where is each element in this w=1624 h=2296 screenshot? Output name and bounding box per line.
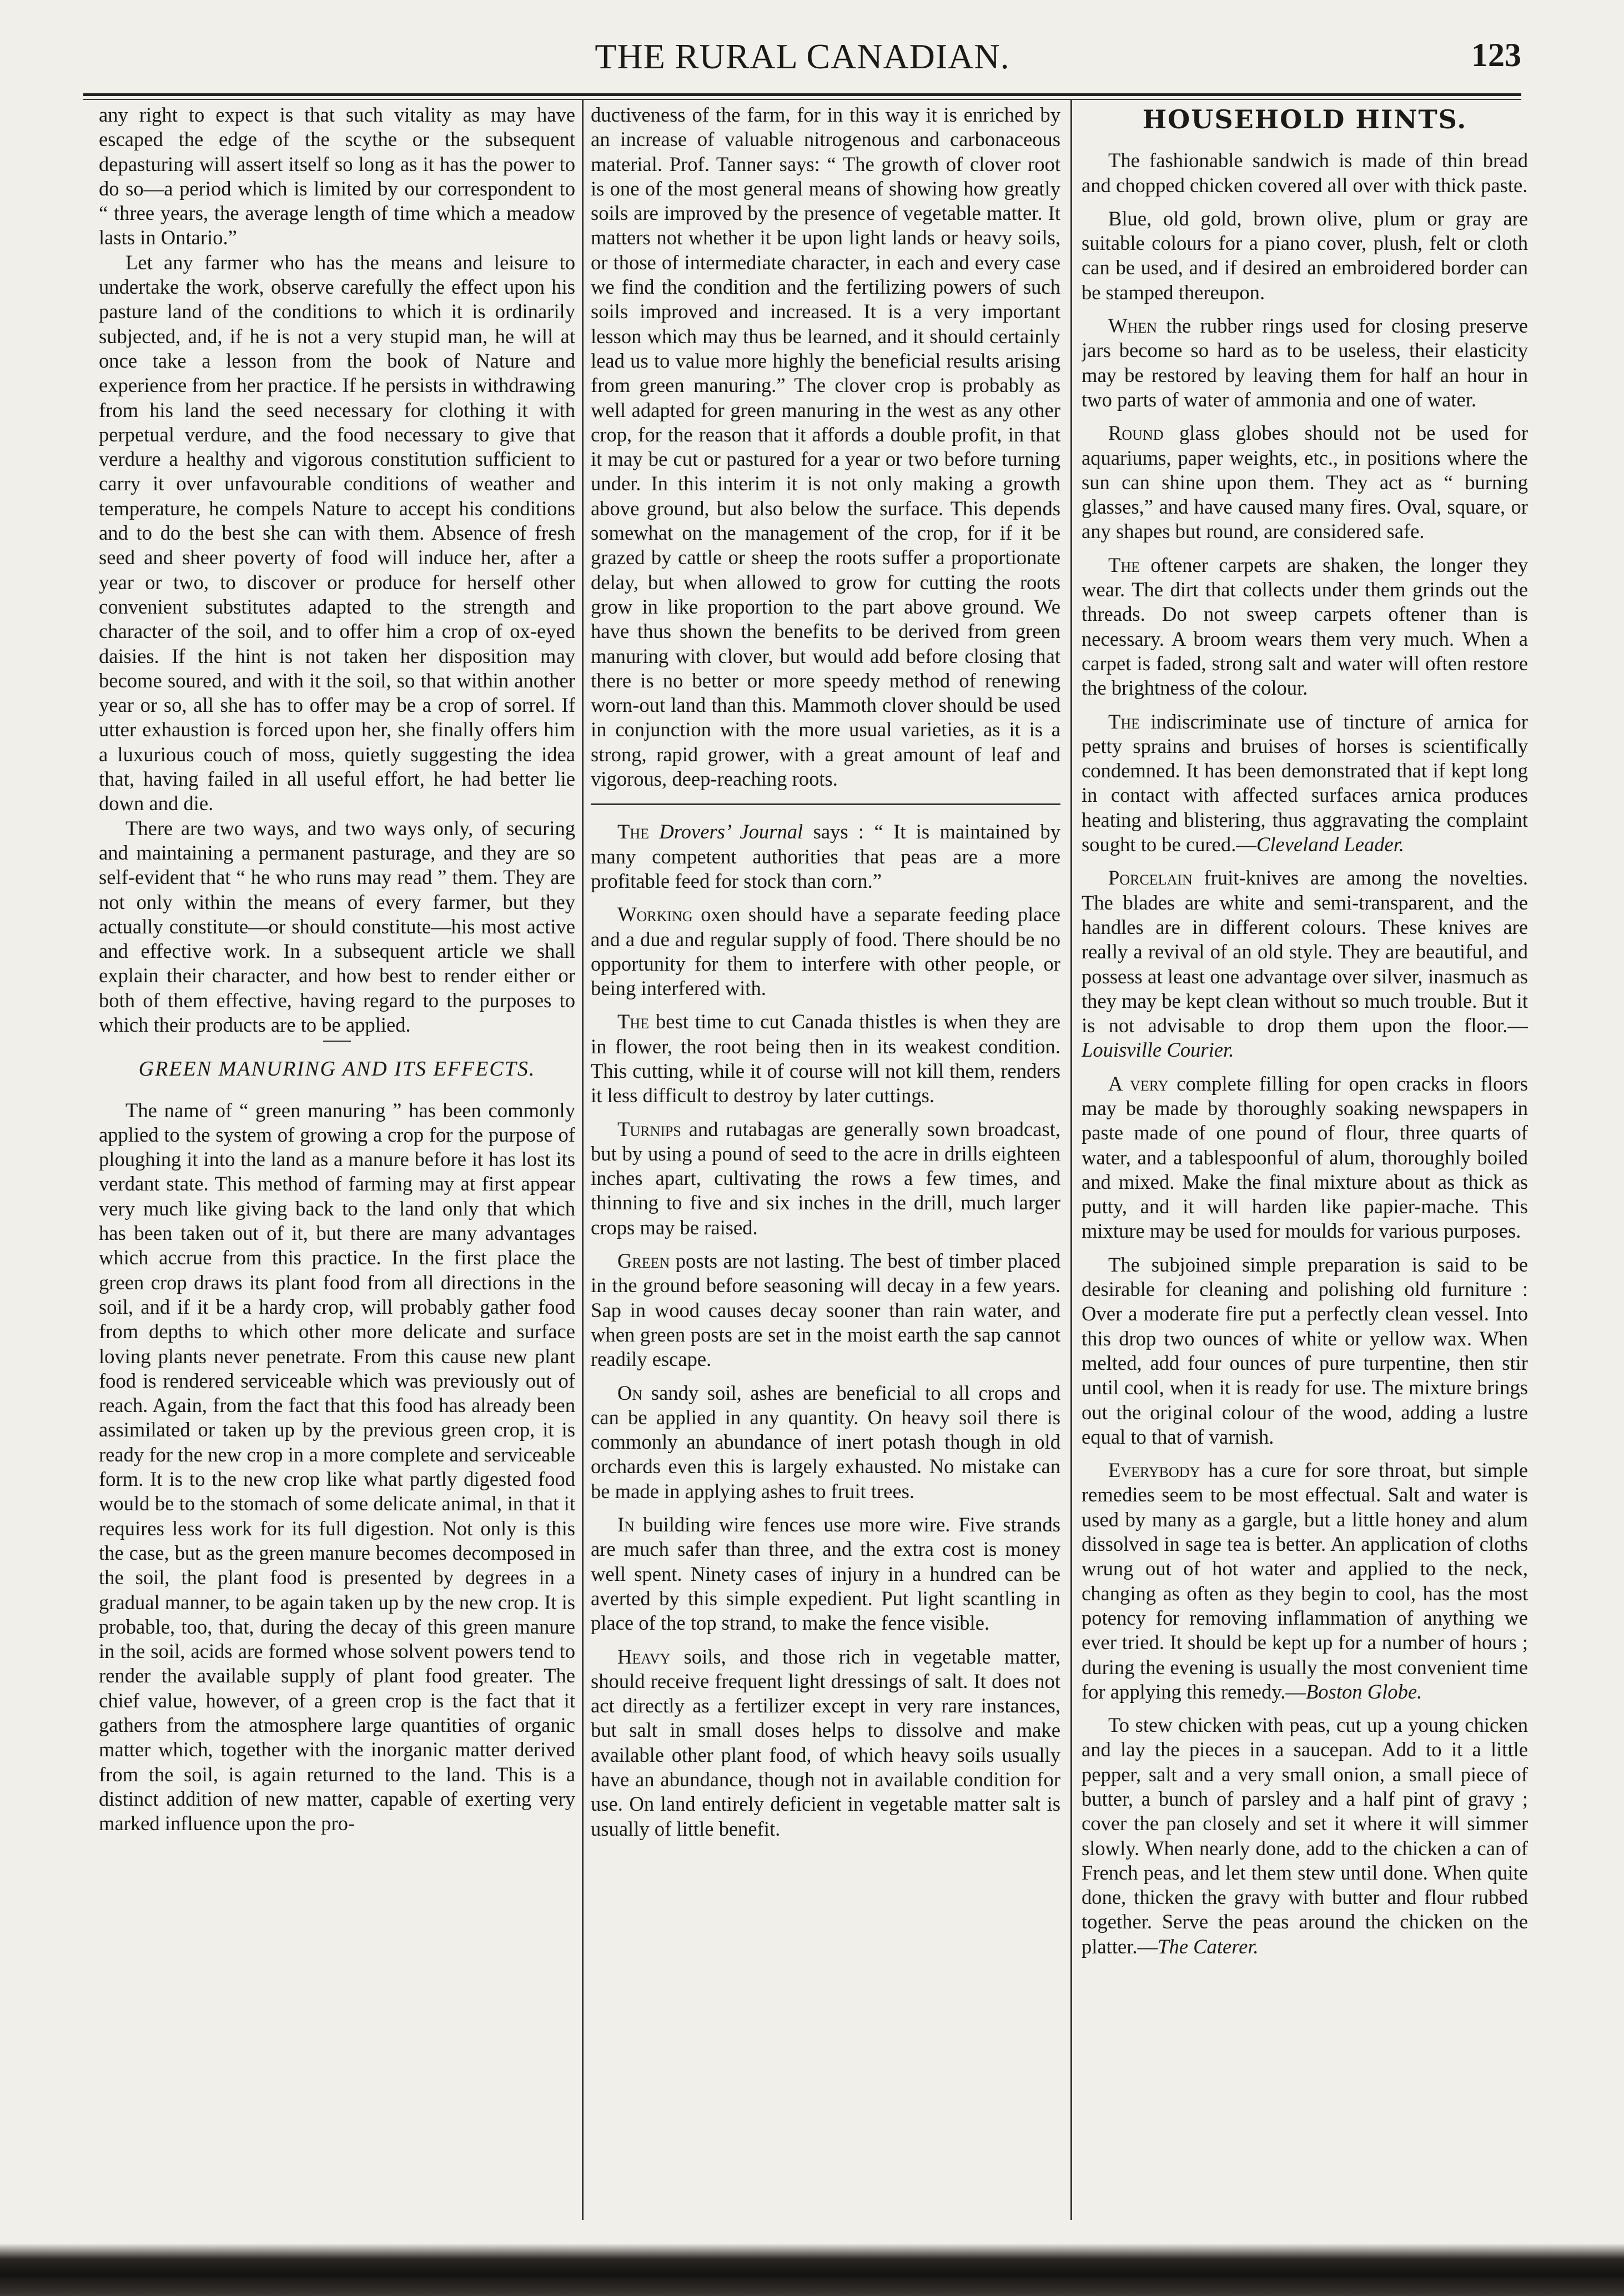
paragraph: There are two ways, and two ways only, of securing and maintaining a permanent pasturage, and they are so self-evident that “ he who runs may read ” them. They are not only within the means of every farmer, but they actually constitute—or should constitute—his most active and effective work. In a subsequent article we shall explain their character, and how best to render either or both of them effective, having regard to the purposes to which their products are to be applied. xyxy=(99,816,575,1036)
paragraph xyxy=(1082,710,1528,857)
paragraph xyxy=(591,1249,1060,1371)
header-rule-thin xyxy=(83,99,1521,100)
paragraph-text: the rubber rings used for closing preserve jars become so hard as to be useless, their elasticity may be restored by leaving them for half an hour in two parts of water of ammonia and one of water. xyxy=(1082,314,1528,411)
source-credit: Louisville Courier. xyxy=(1082,1038,1234,1062)
paragraph xyxy=(591,1117,1060,1240)
paragraph xyxy=(1082,1713,1528,1959)
paragraph: ductiveness of the farm, for in this way it is enriched by an increase of valuable nitrogenous and carbonaceous material. Prof. Tanner says: “ The growth of clover root is one of the most general means of showing how greatly soils are improved by the presence of vegetable matter. It matters not whether it be upon light lands or heavy soils, or those of intermediate character, in each and every case we find the condition and the fertilizing powers of such soils improved and increased. It is a very important lesson which may thus be learned, and it should certainly lead us to value more highly the beneficial results arising from green manuring.” The clover crop is probably as well adapted for green manuring in the west as any other crop, for the reason that it affords a double profit, in that it may be cut or pastured for a year or two before turning under. In this interim it is not only making a growth above ground, but also below the surface. This depends somewhat on the management of the crop, for if it be grazed by cattle or sheep the roots suffer a proportionate delay, but when allowed to grow for cutting the roots grow in like proportion to the part above ground. We have thus shown the benefits to be derived from green manuring with clover, but would add before closing that there is no better or more speedy method of renewing worn-out land than this. Mammoth clover should be used in conjunction with the more usual varieties, as it is a strong, rapid grower, with a great amount of leaf and vigorous, deep-reaching roots. xyxy=(591,103,1060,791)
paragraph-text: To stew chicken with peas, cut up a young chicken and lay the pieces in a saucepan. Add to it a little pepper, salt and a very small onion, a small piece of butter, a bunch of parsley and a half pint of gravy ; cover the pan closely and set it where it will simmer slowly. When nearly done, add to the chicken a can of French peas, and let them stew until done. When quite done, thicken the gravy with butter and flour rubbed together. Serve the peas around the chicken on the platter.— xyxy=(1082,1714,1528,1958)
paragraph xyxy=(1082,1458,1528,1704)
source-credit: The Caterer. xyxy=(1158,1935,1259,1958)
column-3 xyxy=(1082,103,1528,2213)
article-heading: GREEN MANURING AND ITS EFFECTS. xyxy=(138,1057,536,1081)
column-2 xyxy=(591,103,1060,2213)
paragraph-text: posts are not lasting. The best of timber placed in the ground before seasoning will decay in a few years. Sap in wood causes decay sooner than rain water, and when green posts are set in the moist earth the sap cannot readily escape. xyxy=(591,1249,1060,1371)
divider xyxy=(591,803,1060,805)
lead-word: The xyxy=(1108,553,1140,576)
paragraph-text: soils, and those rich in vegetable matter, should receive frequent light dressings of salt. It does not act directly as a fertilizer except in very rare instances, but salt in small doses helps to dissolve and make available other plant food, of which heavy soils usually have an abundance, though not in available condition for use. On land entirely deficient in vegetable matter salt is usually of little benefit. xyxy=(591,1645,1060,1840)
page-header xyxy=(83,36,1521,86)
column-1 xyxy=(99,103,575,2213)
paragraph-text: fruit-knives are among the novelties. The blades are white and semi-transparent, and the handles are in different colours. These knives are really a revival of an old style. They are beautiful, and possess at least one advantage over silver, inasmuch as they may be kept clean without so much trouble. But it is not advisable to drop them upon the floor.— xyxy=(1082,866,1528,1037)
lead-word: The xyxy=(617,1010,650,1033)
header-rule xyxy=(83,93,1521,96)
paragraph xyxy=(591,902,1060,1001)
source-credit: Boston Globe. xyxy=(1305,1680,1422,1703)
lead-word: Round xyxy=(1108,421,1164,445)
paragraph-text: best time to cut Canada thistles is when they are in flower, the root being then in its weakest condition. This cutting, while it of course will not kill them, renders it less difficult to destroy by later cuttings. xyxy=(591,1010,1060,1107)
paragraph xyxy=(591,1513,1060,1635)
paragraph: The fashionable sandwich is made of thin bread and chopped chicken covered all over with thick paste. xyxy=(1082,149,1528,197)
paragraph-text: oxen should have a separate feeding place and a due and regular supply of food. There should be no opportunity for them to interfere with other people, or being interfered with. xyxy=(591,903,1060,1000)
masthead: THE RURAL CANADIAN. xyxy=(595,37,1010,76)
paragraph: any right to expect is that such vitality as may have escaped the edge of the scythe or the subsequent depasturing will assert itself so long as it has the power to do so—a period which is limited by our correspondent to “ three years, the average length of time which a meadow lasts in Ontario.” xyxy=(99,103,575,249)
paragraph-text: oftener carpets are shaken, the longer they wear. The dirt that collects under them grinds out the threads. Do not sweep carpets oftener than is necessary. A broom wears them very much. When a carpet is faded, strong salt and water will often restore the brightness of the colour. xyxy=(1082,553,1528,700)
lead-word: Working xyxy=(617,903,693,926)
source-credit: Cleveland Leader. xyxy=(1256,833,1405,856)
paragraph: The name of “ green manuring ” has been commonly applied to the system of growing a crop for the purpose of ploughing it into the land as a manure before it has lost its verdant state. This method of farming may at first appear very much like giving back to the land only that which has been taken out of it, but there are many advantages which accrue from this practice. In the first place the green crop draws its plant food from all directions in the soil, and if it be a hardy crop, will probably gather food from depths to which other more delicate and surface loving plants never penetrate. From this cause new plant food is rendered serviceable which was previously out of reach. Again, from the fact that this food has already been assimilated or taken up by the previous green crop, it is ready for the new crop in a more complete and serviceable form. It is to the new crop like what partly digested food would be to the stomach of some delicate animal, in that it requires less work for its full digestion. Not only is this the case, but as the green manure becomes decomposed in the soil, the plant food is presented by degrees in a gradual manner, to be again taken up by the new crop. It is probable, too, that, during the decay of this green manure in the soil, acids are formed whose solvent powers tend to render the available supply of plant food greater. The chief value, however, of a green crop is the fact that it gathers from the atmosphere large quantities of organic matter which, together with the inorganic matter derived from the soil, is again returned to the land. This is a distinct addition of new matter, capable of exerting very marked influence upon the pro- xyxy=(99,1098,575,1835)
paragraph-text: indiscriminate use of tincture of arnica for petty sprains and bruises of horses is scientifically condemned. It has been demonstrated that if kept long in contact with affected surfaces arnica produces heating and blistering, thus aggravating the complaint sought to be cured.— xyxy=(1082,710,1528,856)
lead-word: Porcelain xyxy=(1108,866,1193,890)
paragraph xyxy=(591,1009,1060,1108)
paragraph-text: complete filling for open cracks in floors may be made by thoroughly soaking newspapers in paste made of one pound of flour, three quarts of water, and a tablespoonful of alum, thoroughly boiled and mixed. Make the final mixture about as thick as putty, and it will harden like papier-mache. This mixture may be used for moulds for various purposes. xyxy=(1082,1072,1528,1243)
paragraph xyxy=(1082,421,1528,544)
paragraph xyxy=(1082,553,1528,701)
paragraph xyxy=(591,820,1060,893)
scan-edge-band xyxy=(0,2243,1624,2296)
divider xyxy=(323,1041,351,1042)
page-number: 123 xyxy=(1471,37,1521,73)
lead-word: On xyxy=(617,1381,643,1404)
lead-word: Heavy xyxy=(617,1645,671,1668)
lead-word: Everybody xyxy=(1108,1459,1200,1482)
column-divider xyxy=(1070,99,1072,2220)
paragraph: The subjoined simple preparation is said to be desirable for cleaning and polishing old furniture : Over a moderate fire put a perfectly clean vessel. Into this drop two ounces of white or yellow wax. When melted, add four ounces of pure turpentine, then stir until cool, when it is ready for use. The mixture brings out the original colour of the wood, adding a lustre equal to that of varnish. xyxy=(1082,1253,1528,1448)
paragraph-text: and rutabagas are generally sown broadcast, but by using a pound of seed to the acre in drills eighteen inches apart, cultivating the rows a few times, and thinning to five and six inches in the drill, much larger crops may be raised. xyxy=(591,1117,1060,1239)
paragraph-text: has a cure for sore throat, but simple remedies seem to be most effectual. Salt and water is used by many as a gargle, but a little honey and alum dissolved in sage tea is better. An application of cloths wrung out of hot water and applied to the neck, changing as often as they begin to cool, has the most potency for removing inflammation of anything we ever tried. It should be kept up for a number of hours ; during the evening is usually the most convenient time for applying this remedy.— xyxy=(1082,1459,1528,1703)
lead-word: The xyxy=(1108,710,1140,733)
lead-word: When xyxy=(1108,314,1157,338)
paragraph xyxy=(591,1645,1060,1841)
paragraph xyxy=(1082,314,1528,412)
lead-word: The xyxy=(617,820,650,843)
paragraph xyxy=(1082,1072,1528,1244)
paragraph-text: says : “ It is maintained by many competent authorities that peas are a more profitable feed for stock than corn.” xyxy=(591,820,1060,892)
paragraph-text: building wire fences use more wire. Five strands are much safer than three, and the extra cost is money well spent. Ninety cases of injury in a hundred can be averted by this simple expedient. Put light scantling in place of the top strand, to make the fence visible. xyxy=(591,1513,1060,1635)
paragraph-text: sandy soil, ashes are beneficial to all crops and can be applied in any quantity. On heavy soil there is commonly an abundance of inert potash though in old orchards even this is largely exhausted. No mistake can be made in applying ashes to fruit trees. xyxy=(591,1381,1060,1503)
publication-title: Drovers’ Journal xyxy=(659,820,803,843)
lead-word: Turnips xyxy=(617,1117,681,1141)
paragraph-text: glass globes should not be used for aquariums, paper weights, etc., in positions where the sun can shine upon them. They act as “ burning glasses,” and have caused many fires. Oval, square, or any shapes but round, are considered safe. xyxy=(1082,421,1528,543)
paragraph xyxy=(1082,866,1528,1062)
lead-word: Green xyxy=(617,1249,670,1273)
lead-word: A very xyxy=(1108,1072,1169,1095)
paragraph xyxy=(591,1381,1060,1504)
lead-word: In xyxy=(617,1513,635,1536)
column-divider xyxy=(582,99,584,2220)
section-heading: HOUSEHOLD HINTS. xyxy=(1142,104,1467,134)
paragraph: Blue, old gold, brown olive, plum or gray are suitable colours for a piano cover, plush, felt or cloth can be used, and if desired an embroidered border can be stamped thereupon. xyxy=(1082,207,1528,304)
paragraph: Let any farmer who has the means and leisure to undertake the work, observe carefully the effect upon his pasture land of the conditions to which it is ordinarily subjected, and, if he is not a very stupid man, he will at once take a lesson from the book of Nature and experience from her practice. If he persists in withdrawing from his land the seed necessary for clothing it with perpetual verdure, and the food necessary to give that verdure a healthy and vigorous constitution sufficient to carry it over unfavourable conditions of weather and temperature, he compels Nature to accept his conditions and to do the best she can with them. Absence of fresh seed and sheer poverty of food will induce her, after a year or two, to discover or produce for herself other convenient substitutes adapted to the strength and character of the soil, and to offer him a crop of ox-eyed daisies. If the hint is not taken her disposition may become soured, and with it the soil, so that within another year or so, all she has to offer may be a crop of sorrel. If utter exhaustion is forced upon her, she finally offers him a luxurious couch of moss, quietly suggesting the idea that, having failed in all useful effort, he had better lie down and die. xyxy=(99,250,575,815)
